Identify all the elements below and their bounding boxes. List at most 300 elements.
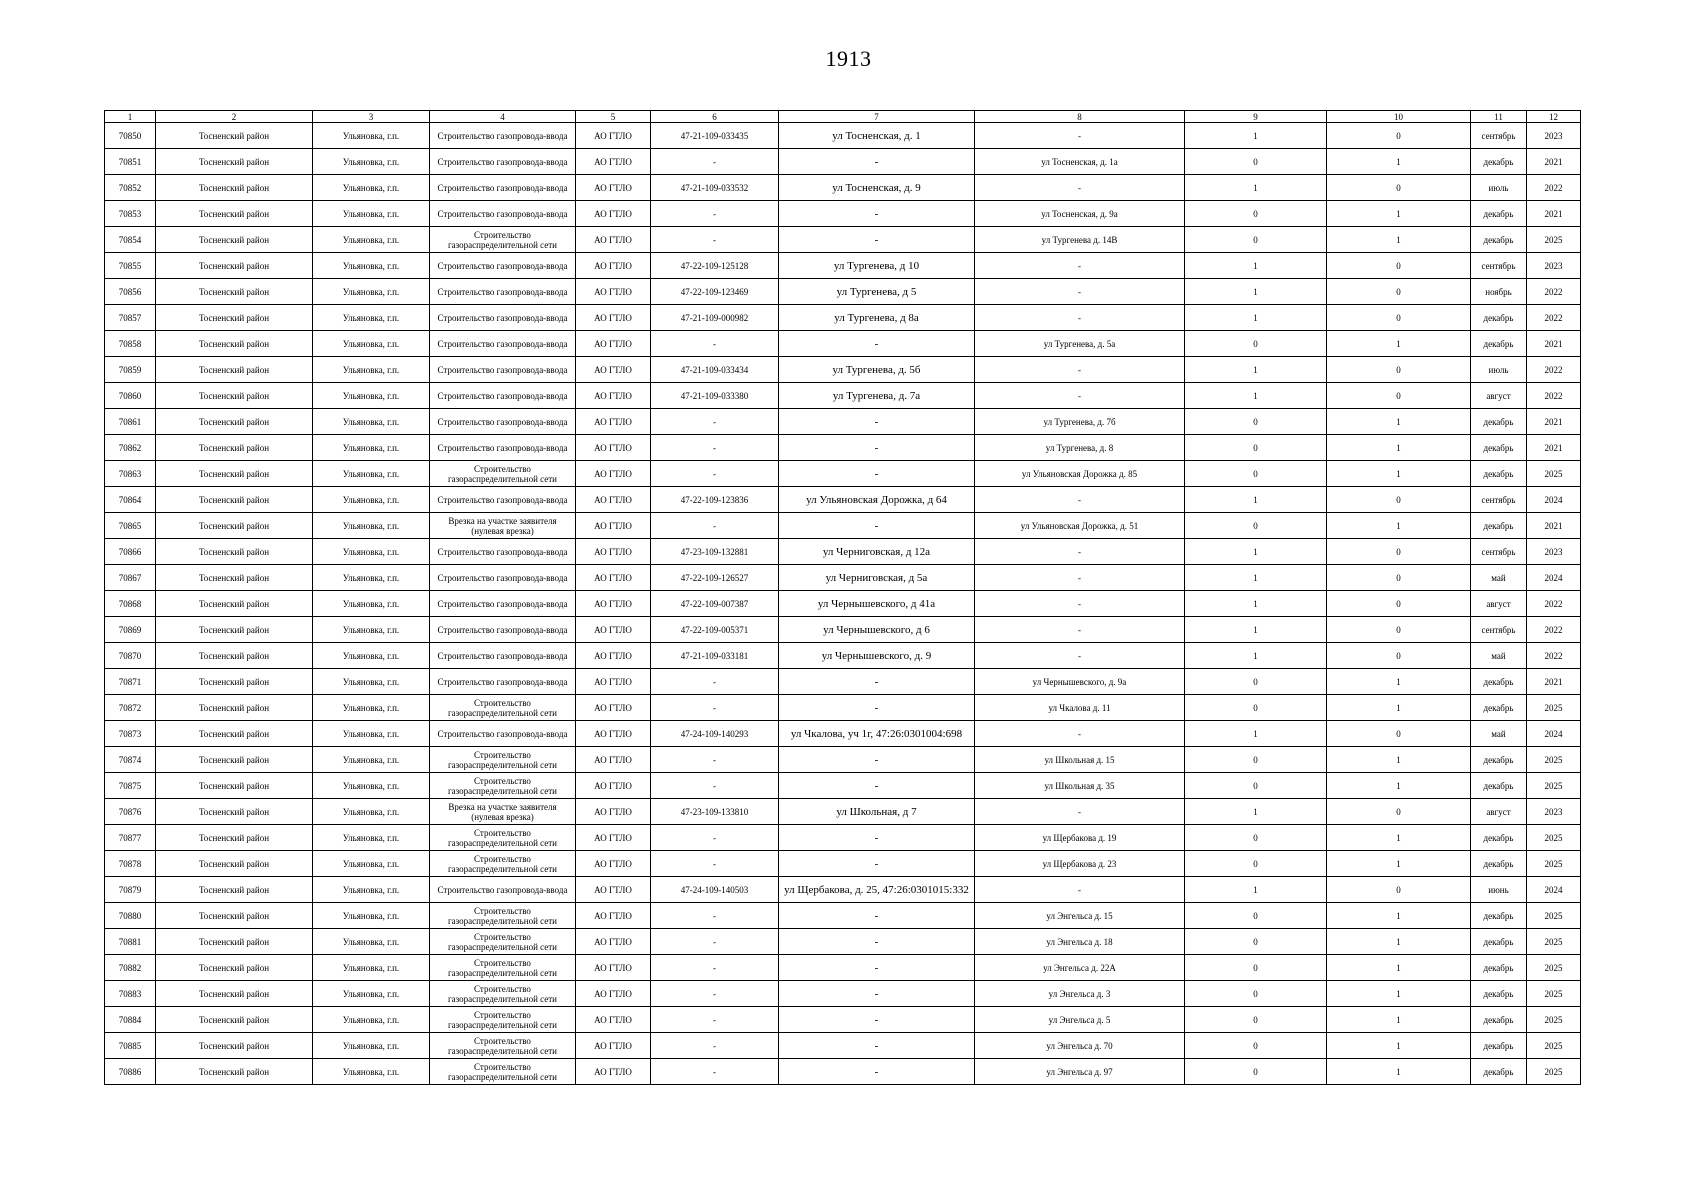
year-cell: 2025 bbox=[1527, 1059, 1581, 1085]
application-number-cell: - bbox=[651, 1059, 779, 1085]
row-number-cell: 70881 bbox=[105, 929, 156, 955]
application-number-cell: - bbox=[651, 461, 779, 487]
district-cell: Тосненский район bbox=[156, 201, 313, 227]
district-cell: Тосненский район bbox=[156, 227, 313, 253]
month-cell: декабрь bbox=[1471, 1033, 1527, 1059]
year-cell: 2022 bbox=[1527, 175, 1581, 201]
year-cell: 2025 bbox=[1527, 1007, 1581, 1033]
district-cell: Тосненский район bbox=[156, 799, 313, 825]
district-cell: Тосненский район bbox=[156, 539, 313, 565]
row-number-cell: 70852 bbox=[105, 175, 156, 201]
application-number-cell: - bbox=[651, 981, 779, 1007]
object-address-cell: - bbox=[779, 669, 975, 695]
work-type-cell: Строительство газопровода-ввода bbox=[430, 487, 576, 513]
table-row bbox=[105, 175, 1581, 201]
month-cell: декабрь bbox=[1471, 981, 1527, 1007]
planned-address-cell: - bbox=[975, 799, 1185, 825]
table-row bbox=[105, 383, 1581, 409]
settlement-cell: Ульяновка, г.п. bbox=[313, 903, 430, 929]
column-9-cell: 1 bbox=[1185, 721, 1327, 747]
row-number-cell: 70880 bbox=[105, 903, 156, 929]
settlement-cell: Ульяновка, г.п. bbox=[313, 305, 430, 331]
object-address-cell: ул Чкалова, уч 1г, 47:26:0301004:698 bbox=[779, 721, 975, 747]
row-number-cell: 70879 bbox=[105, 877, 156, 903]
year-cell: 2022 bbox=[1527, 383, 1581, 409]
column-10-cell: 0 bbox=[1327, 357, 1471, 383]
column-header: 10 bbox=[1327, 111, 1471, 123]
work-type-cell: Строительство газораспределительной сети bbox=[430, 825, 576, 851]
application-number-cell: - bbox=[651, 903, 779, 929]
planned-address-cell: ул Тургенева, д. 8 bbox=[975, 435, 1185, 461]
planned-address-cell: - bbox=[975, 487, 1185, 513]
application-number-cell: 47-21-109-033434 bbox=[651, 357, 779, 383]
application-number-cell: - bbox=[651, 227, 779, 253]
year-cell: 2021 bbox=[1527, 669, 1581, 695]
column-9-cell: 0 bbox=[1185, 747, 1327, 773]
settlement-cell: Ульяновка, г.п. bbox=[313, 747, 430, 773]
table-row bbox=[105, 1033, 1581, 1059]
month-cell: декабрь bbox=[1471, 903, 1527, 929]
planned-address-cell: ул Ульяновская Дорожка д. 85 bbox=[975, 461, 1185, 487]
table-row bbox=[105, 123, 1581, 149]
organization-cell: АО ГТЛО bbox=[576, 773, 651, 799]
year-cell: 2025 bbox=[1527, 929, 1581, 955]
settlement-cell: Ульяновка, г.п. bbox=[313, 877, 430, 903]
table-row bbox=[105, 435, 1581, 461]
application-number-cell: 47-22-109-007387 bbox=[651, 591, 779, 617]
object-address-cell: - bbox=[779, 747, 975, 773]
application-number-cell: - bbox=[651, 669, 779, 695]
year-cell: 2025 bbox=[1527, 695, 1581, 721]
work-type-cell: Строительство газопровода-ввода bbox=[430, 357, 576, 383]
district-cell: Тосненский район bbox=[156, 617, 313, 643]
district-cell: Тосненский район bbox=[156, 383, 313, 409]
row-number-cell: 70876 bbox=[105, 799, 156, 825]
column-10-cell: 1 bbox=[1327, 851, 1471, 877]
year-cell: 2022 bbox=[1527, 617, 1581, 643]
year-cell: 2024 bbox=[1527, 877, 1581, 903]
settlement-cell: Ульяновка, г.п. bbox=[313, 851, 430, 877]
month-cell: август bbox=[1471, 383, 1527, 409]
planned-address-cell: ул Тургенева, д. 5а bbox=[975, 331, 1185, 357]
column-header: 8 bbox=[975, 111, 1185, 123]
column-header: 2 bbox=[156, 111, 313, 123]
year-cell: 2025 bbox=[1527, 851, 1581, 877]
column-header: 12 bbox=[1527, 111, 1581, 123]
month-cell: декабрь bbox=[1471, 825, 1527, 851]
settlement-cell: Ульяновка, г.п. bbox=[313, 591, 430, 617]
work-type-cell: Строительство газопровода-ввода bbox=[430, 669, 576, 695]
planned-address-cell: ул Школьная д. 15 bbox=[975, 747, 1185, 773]
year-cell: 2025 bbox=[1527, 227, 1581, 253]
district-cell: Тосненский район bbox=[156, 1033, 313, 1059]
object-address-cell: ул Тургенева, д 5 bbox=[779, 279, 975, 305]
work-type-cell: Врезка на участке заявителя (нулевая врезка) bbox=[430, 799, 576, 825]
work-type-cell: Строительство газопровода-ввода bbox=[430, 721, 576, 747]
month-cell: май bbox=[1471, 643, 1527, 669]
organization-cell: АО ГТЛО bbox=[576, 747, 651, 773]
object-address-cell: - bbox=[779, 929, 975, 955]
application-number-cell: - bbox=[651, 149, 779, 175]
column-10-cell: 0 bbox=[1327, 591, 1471, 617]
year-cell: 2022 bbox=[1527, 279, 1581, 305]
application-number-cell: - bbox=[651, 331, 779, 357]
column-9-cell: 0 bbox=[1185, 149, 1327, 175]
column-9-cell: 0 bbox=[1185, 1033, 1327, 1059]
month-cell: сентябрь bbox=[1471, 123, 1527, 149]
row-number-cell: 70877 bbox=[105, 825, 156, 851]
column-10-cell: 1 bbox=[1327, 955, 1471, 981]
row-number-cell: 70867 bbox=[105, 565, 156, 591]
planned-address-cell: ул Чкалова д. 11 bbox=[975, 695, 1185, 721]
register-table bbox=[104, 110, 1581, 1085]
table-row bbox=[105, 669, 1581, 695]
month-cell: декабрь bbox=[1471, 773, 1527, 799]
district-cell: Тосненский район bbox=[156, 305, 313, 331]
organization-cell: АО ГТЛО bbox=[576, 591, 651, 617]
planned-address-cell: - bbox=[975, 279, 1185, 305]
row-number-cell: 70866 bbox=[105, 539, 156, 565]
settlement-cell: Ульяновка, г.п. bbox=[313, 981, 430, 1007]
object-address-cell: - bbox=[779, 903, 975, 929]
column-10-cell: 1 bbox=[1327, 149, 1471, 175]
table-row bbox=[105, 591, 1581, 617]
application-number-cell: - bbox=[651, 513, 779, 539]
work-type-cell: Строительство газопровода-ввода bbox=[430, 201, 576, 227]
planned-address-cell: - bbox=[975, 539, 1185, 565]
table-row bbox=[105, 539, 1581, 565]
column-9-cell: 1 bbox=[1185, 539, 1327, 565]
column-10-cell: 0 bbox=[1327, 253, 1471, 279]
work-type-cell: Строительство газопровода-ввода bbox=[430, 617, 576, 643]
planned-address-cell: ул Энгельса д. 22А bbox=[975, 955, 1185, 981]
work-type-cell: Строительство газораспределительной сети bbox=[430, 773, 576, 799]
object-address-cell: ул Черниговская, д 12а bbox=[779, 539, 975, 565]
table-header bbox=[105, 111, 1581, 123]
row-number-cell: 70861 bbox=[105, 409, 156, 435]
district-cell: Тосненский район bbox=[156, 643, 313, 669]
month-cell: декабрь bbox=[1471, 747, 1527, 773]
year-cell: 2024 bbox=[1527, 565, 1581, 591]
row-number-cell: 70859 bbox=[105, 357, 156, 383]
district-cell: Тосненский район bbox=[156, 903, 313, 929]
application-number-cell: - bbox=[651, 825, 779, 851]
settlement-cell: Ульяновка, г.п. bbox=[313, 669, 430, 695]
column-10-cell: 1 bbox=[1327, 1007, 1471, 1033]
row-number-cell: 70885 bbox=[105, 1033, 156, 1059]
column-10-cell: 0 bbox=[1327, 487, 1471, 513]
column-header: 11 bbox=[1471, 111, 1527, 123]
object-address-cell: ул Ульяновская Дорожка, д 64 bbox=[779, 487, 975, 513]
row-number-cell: 70857 bbox=[105, 305, 156, 331]
organization-cell: АО ГТЛО bbox=[576, 227, 651, 253]
district-cell: Тосненский район bbox=[156, 565, 313, 591]
table-row bbox=[105, 357, 1581, 383]
application-number-cell: 47-21-109-033380 bbox=[651, 383, 779, 409]
row-number-cell: 70853 bbox=[105, 201, 156, 227]
table-row bbox=[105, 877, 1581, 903]
organization-cell: АО ГТЛО bbox=[576, 903, 651, 929]
organization-cell: АО ГТЛО bbox=[576, 409, 651, 435]
month-cell: май bbox=[1471, 565, 1527, 591]
row-number-cell: 70869 bbox=[105, 617, 156, 643]
district-cell: Тосненский район bbox=[156, 721, 313, 747]
object-address-cell: - bbox=[779, 149, 975, 175]
settlement-cell: Ульяновка, г.п. bbox=[313, 201, 430, 227]
organization-cell: АО ГТЛО bbox=[576, 1033, 651, 1059]
work-type-cell: Строительство газораспределительной сети bbox=[430, 695, 576, 721]
column-10-cell: 1 bbox=[1327, 513, 1471, 539]
work-type-cell: Строительство газораспределительной сети bbox=[430, 981, 576, 1007]
settlement-cell: Ульяновка, г.п. bbox=[313, 1033, 430, 1059]
district-cell: Тосненский район bbox=[156, 435, 313, 461]
district-cell: Тосненский район bbox=[156, 591, 313, 617]
column-10-cell: 1 bbox=[1327, 695, 1471, 721]
table-row bbox=[105, 201, 1581, 227]
settlement-cell: Ульяновка, г.п. bbox=[313, 227, 430, 253]
column-10-cell: 0 bbox=[1327, 565, 1471, 591]
year-cell: 2022 bbox=[1527, 305, 1581, 331]
district-cell: Тосненский район bbox=[156, 1007, 313, 1033]
planned-address-cell: ул Тосненская, д. 9а bbox=[975, 201, 1185, 227]
organization-cell: АО ГТЛО bbox=[576, 435, 651, 461]
row-number-cell: 70851 bbox=[105, 149, 156, 175]
work-type-cell: Строительство газораспределительной сети bbox=[430, 227, 576, 253]
page-number: 1913 bbox=[825, 46, 872, 71]
year-cell: 2025 bbox=[1527, 773, 1581, 799]
year-cell: 2025 bbox=[1527, 825, 1581, 851]
table-row bbox=[105, 487, 1581, 513]
district-cell: Тосненский район bbox=[156, 175, 313, 201]
year-cell: 2024 bbox=[1527, 487, 1581, 513]
work-type-cell: Строительство газопровода-ввода bbox=[430, 877, 576, 903]
column-10-cell: 1 bbox=[1327, 669, 1471, 695]
column-header: 3 bbox=[313, 111, 430, 123]
application-number-cell: - bbox=[651, 1007, 779, 1033]
table-body bbox=[105, 123, 1581, 1085]
settlement-cell: Ульяновка, г.п. bbox=[313, 929, 430, 955]
column-10-cell: 1 bbox=[1327, 981, 1471, 1007]
application-number-cell: 47-23-109-132881 bbox=[651, 539, 779, 565]
work-type-cell: Строительство газопровода-ввода bbox=[430, 149, 576, 175]
planned-address-cell: ул Щербакова д. 19 bbox=[975, 825, 1185, 851]
application-number-cell: 47-24-109-140293 bbox=[651, 721, 779, 747]
object-address-cell: - bbox=[779, 981, 975, 1007]
object-address-cell: ул Тургенева, д. 5б bbox=[779, 357, 975, 383]
column-9-cell: 0 bbox=[1185, 903, 1327, 929]
district-cell: Тосненский район bbox=[156, 331, 313, 357]
column-10-cell: 1 bbox=[1327, 331, 1471, 357]
district-cell: Тосненский район bbox=[156, 1059, 313, 1085]
year-cell: 2021 bbox=[1527, 513, 1581, 539]
row-number-cell: 70884 bbox=[105, 1007, 156, 1033]
column-10-cell: 0 bbox=[1327, 721, 1471, 747]
year-cell: 2021 bbox=[1527, 409, 1581, 435]
object-address-cell: ул Щербакова, д. 25, 47:26:0301015:332 bbox=[779, 877, 975, 903]
object-address-cell: ул Тургенева, д 8а bbox=[779, 305, 975, 331]
year-cell: 2022 bbox=[1527, 591, 1581, 617]
column-9-cell: 0 bbox=[1185, 201, 1327, 227]
column-10-cell: 1 bbox=[1327, 227, 1471, 253]
table-row bbox=[105, 617, 1581, 643]
settlement-cell: Ульяновка, г.п. bbox=[313, 695, 430, 721]
settlement-cell: Ульяновка, г.п. bbox=[313, 175, 430, 201]
column-10-cell: 1 bbox=[1327, 1059, 1471, 1085]
column-9-cell: 1 bbox=[1185, 877, 1327, 903]
row-number-cell: 70872 bbox=[105, 695, 156, 721]
year-cell: 2021 bbox=[1527, 201, 1581, 227]
column-9-cell: 1 bbox=[1185, 123, 1327, 149]
row-number-cell: 70863 bbox=[105, 461, 156, 487]
table-row bbox=[105, 903, 1581, 929]
month-cell: декабрь bbox=[1471, 409, 1527, 435]
organization-cell: АО ГТЛО bbox=[576, 955, 651, 981]
object-address-cell: - bbox=[779, 461, 975, 487]
settlement-cell: Ульяновка, г.п. bbox=[313, 149, 430, 175]
planned-address-cell: ул Тургенева д. 14В bbox=[975, 227, 1185, 253]
work-type-cell: Врезка на участке заявителя (нулевая врезка) bbox=[430, 513, 576, 539]
column-10-cell: 0 bbox=[1327, 305, 1471, 331]
row-number-cell: 70855 bbox=[105, 253, 156, 279]
planned-address-cell: - bbox=[975, 565, 1185, 591]
object-address-cell: ул Чернышевского, д 41а bbox=[779, 591, 975, 617]
application-number-cell: - bbox=[651, 851, 779, 877]
organization-cell: АО ГТЛО bbox=[576, 357, 651, 383]
table-row bbox=[105, 279, 1581, 305]
column-10-cell: 1 bbox=[1327, 929, 1471, 955]
year-cell: 2021 bbox=[1527, 435, 1581, 461]
settlement-cell: Ульяновка, г.п. bbox=[313, 461, 430, 487]
application-number-cell: 47-21-109-033435 bbox=[651, 123, 779, 149]
year-cell: 2021 bbox=[1527, 149, 1581, 175]
district-cell: Тосненский район bbox=[156, 123, 313, 149]
month-cell: декабрь bbox=[1471, 331, 1527, 357]
object-address-cell: ул Тургенева, д. 7а bbox=[779, 383, 975, 409]
organization-cell: АО ГТЛО bbox=[576, 513, 651, 539]
organization-cell: АО ГТЛО bbox=[576, 565, 651, 591]
planned-address-cell: ул Чернышевского, д. 9а bbox=[975, 669, 1185, 695]
row-number-cell: 70870 bbox=[105, 643, 156, 669]
settlement-cell: Ульяновка, г.п. bbox=[313, 1007, 430, 1033]
object-address-cell: - bbox=[779, 331, 975, 357]
table-row bbox=[105, 825, 1581, 851]
work-type-cell: Строительство газопровода-ввода bbox=[430, 305, 576, 331]
column-9-cell: 0 bbox=[1185, 1007, 1327, 1033]
settlement-cell: Ульяновка, г.п. bbox=[313, 123, 430, 149]
row-number-cell: 70878 bbox=[105, 851, 156, 877]
settlement-cell: Ульяновка, г.п. bbox=[313, 539, 430, 565]
column-9-cell: 0 bbox=[1185, 851, 1327, 877]
work-type-cell: Строительство газопровода-ввода bbox=[430, 591, 576, 617]
column-10-cell: 1 bbox=[1327, 435, 1471, 461]
table-row bbox=[105, 331, 1581, 357]
object-address-cell: - bbox=[779, 825, 975, 851]
work-type-cell: Строительство газопровода-ввода bbox=[430, 253, 576, 279]
year-cell: 2025 bbox=[1527, 1033, 1581, 1059]
work-type-cell: Строительство газораспределительной сети bbox=[430, 929, 576, 955]
object-address-cell: - bbox=[779, 513, 975, 539]
work-type-cell: Строительство газопровода-ввода bbox=[430, 331, 576, 357]
application-number-cell: - bbox=[651, 929, 779, 955]
planned-address-cell: - bbox=[975, 617, 1185, 643]
month-cell: сентябрь bbox=[1471, 253, 1527, 279]
settlement-cell: Ульяновка, г.п. bbox=[313, 331, 430, 357]
district-cell: Тосненский район bbox=[156, 357, 313, 383]
planned-address-cell: ул Школьная д. 35 bbox=[975, 773, 1185, 799]
column-header: 5 bbox=[576, 111, 651, 123]
object-address-cell: - bbox=[779, 1059, 975, 1085]
table-row bbox=[105, 513, 1581, 539]
column-10-cell: 1 bbox=[1327, 1033, 1471, 1059]
row-number-cell: 70850 bbox=[105, 123, 156, 149]
district-cell: Тосненский район bbox=[156, 825, 313, 851]
row-number-cell: 70858 bbox=[105, 331, 156, 357]
column-9-cell: 0 bbox=[1185, 513, 1327, 539]
planned-address-cell: ул Тургенева, д. 7б bbox=[975, 409, 1185, 435]
column-header: 9 bbox=[1185, 111, 1327, 123]
district-cell: Тосненский район bbox=[156, 149, 313, 175]
month-cell: июнь bbox=[1471, 877, 1527, 903]
district-cell: Тосненский район bbox=[156, 409, 313, 435]
row-number-cell: 70886 bbox=[105, 1059, 156, 1085]
table-row bbox=[105, 851, 1581, 877]
object-address-cell: - bbox=[779, 1033, 975, 1059]
planned-address-cell: - bbox=[975, 357, 1185, 383]
work-type-cell: Строительство газопровода-ввода bbox=[430, 539, 576, 565]
settlement-cell: Ульяновка, г.п. bbox=[313, 617, 430, 643]
work-type-cell: Строительство газопровода-ввода bbox=[430, 175, 576, 201]
column-9-cell: 1 bbox=[1185, 617, 1327, 643]
application-number-cell: 47-23-109-133810 bbox=[651, 799, 779, 825]
settlement-cell: Ульяновка, г.п. bbox=[313, 253, 430, 279]
year-cell: 2023 bbox=[1527, 123, 1581, 149]
column-10-cell: 1 bbox=[1327, 461, 1471, 487]
month-cell: май bbox=[1471, 721, 1527, 747]
work-type-cell: Строительство газопровода-ввода bbox=[430, 643, 576, 669]
object-address-cell: - bbox=[779, 409, 975, 435]
application-number-cell: 47-24-109-140503 bbox=[651, 877, 779, 903]
month-cell: декабрь bbox=[1471, 669, 1527, 695]
organization-cell: АО ГТЛО bbox=[576, 539, 651, 565]
organization-cell: АО ГТЛО bbox=[576, 981, 651, 1007]
work-type-cell: Строительство газораспределительной сети bbox=[430, 851, 576, 877]
column-10-cell: 0 bbox=[1327, 617, 1471, 643]
work-type-cell: Строительство газопровода-ввода bbox=[430, 565, 576, 591]
year-cell: 2024 bbox=[1527, 721, 1581, 747]
planned-address-cell: - bbox=[975, 877, 1185, 903]
planned-address-cell: ул Ульяновская Дорожка, д. 51 bbox=[975, 513, 1185, 539]
column-10-cell: 0 bbox=[1327, 643, 1471, 669]
year-cell: 2023 bbox=[1527, 799, 1581, 825]
work-type-cell: Строительство газопровода-ввода bbox=[430, 409, 576, 435]
planned-address-cell: ул Энгельса д. 5 bbox=[975, 1007, 1185, 1033]
organization-cell: АО ГТЛО bbox=[576, 799, 651, 825]
column-9-cell: 1 bbox=[1185, 487, 1327, 513]
month-cell: декабрь bbox=[1471, 513, 1527, 539]
work-type-cell: Строительство газораспределительной сети bbox=[430, 903, 576, 929]
column-9-cell: 1 bbox=[1185, 383, 1327, 409]
work-type-cell: Строительство газораспределительной сети bbox=[430, 1059, 576, 1085]
column-9-cell: 0 bbox=[1185, 955, 1327, 981]
row-number-cell: 70883 bbox=[105, 981, 156, 1007]
district-cell: Тосненский район bbox=[156, 253, 313, 279]
month-cell: декабрь bbox=[1471, 201, 1527, 227]
month-cell: декабрь bbox=[1471, 461, 1527, 487]
month-cell: декабрь bbox=[1471, 227, 1527, 253]
settlement-cell: Ульяновка, г.п. bbox=[313, 383, 430, 409]
work-type-cell: Строительство газораспределительной сети bbox=[430, 461, 576, 487]
organization-cell: АО ГТЛО bbox=[576, 175, 651, 201]
